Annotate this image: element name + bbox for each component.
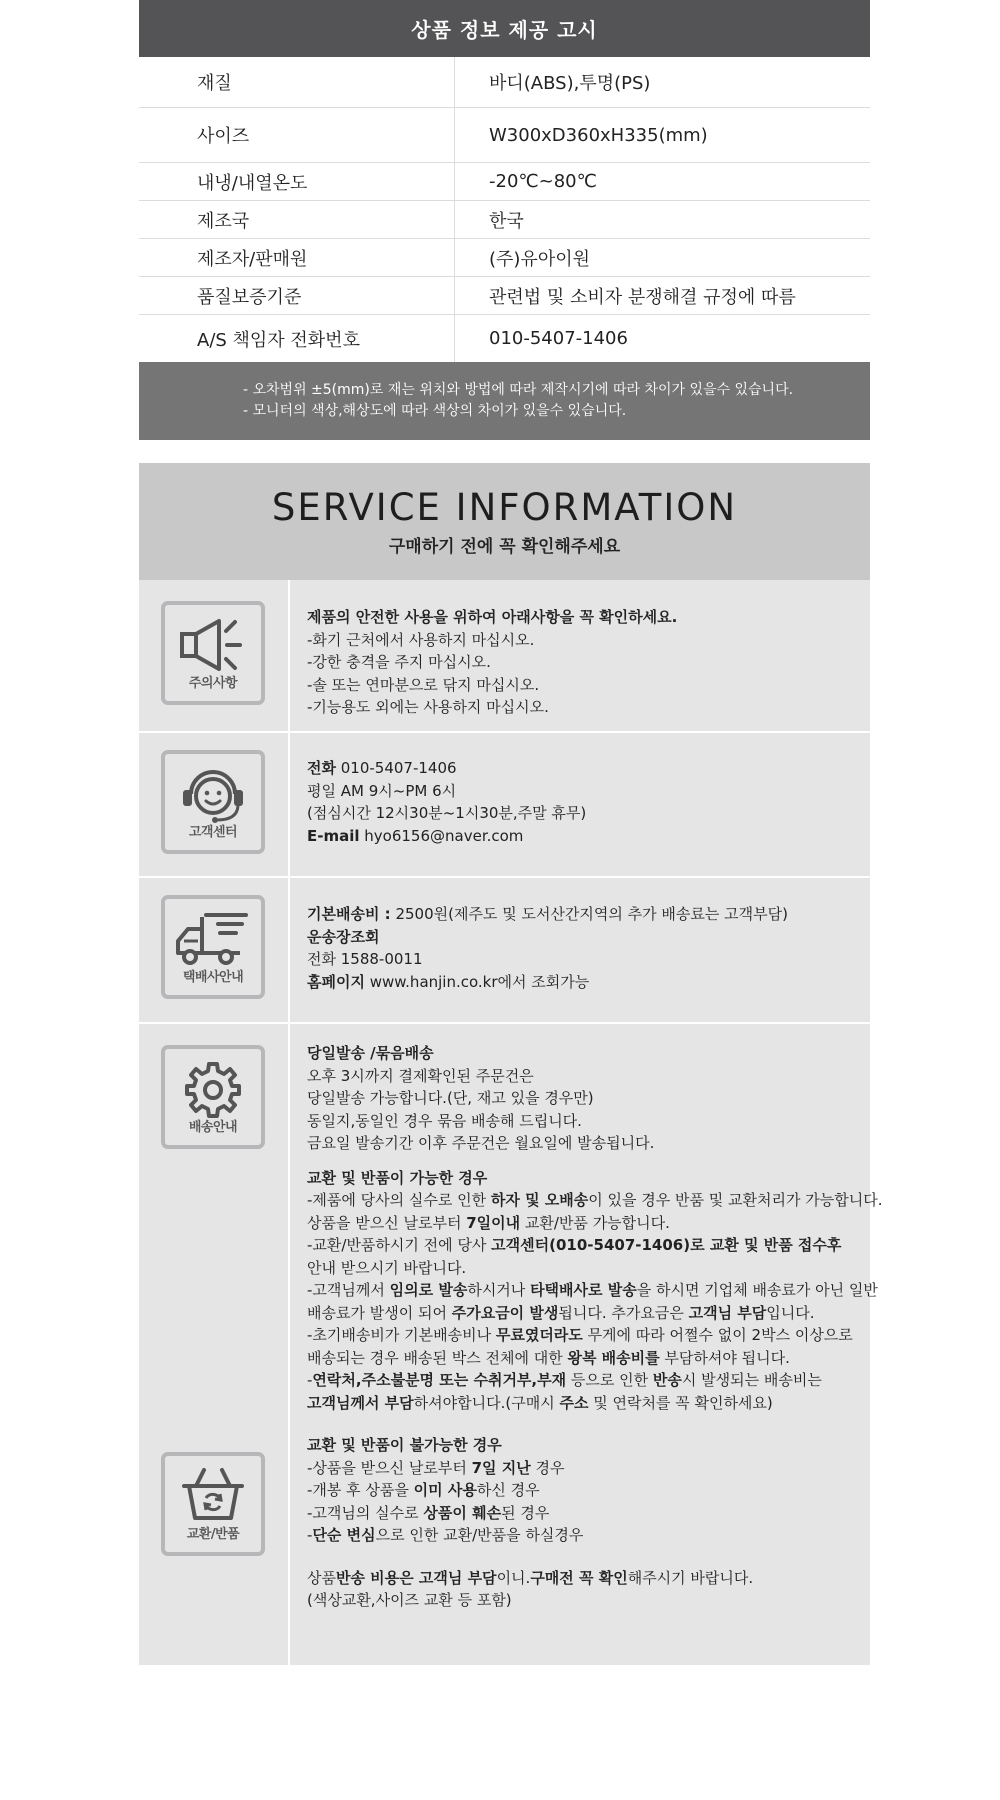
returns-line [307, 1457, 882, 1480]
shipping-line: 오후 3시까지 결제확인된 주문건은 [307, 1066, 534, 1085]
icon-column [139, 1024, 290, 1665]
caution-line: -화기 근처에서 사용하지 마십시오. [307, 630, 535, 649]
returns-line [307, 1392, 882, 1415]
returns-line [307, 1189, 882, 1212]
text-span: 을 하시면 기업체 배송료가 아닌 일반 [636, 1281, 878, 1299]
text-span: -고객님의 실수로 [307, 1503, 424, 1522]
table-row [139, 57, 870, 108]
phone-line [307, 757, 870, 780]
returns-line [307, 1347, 882, 1370]
shipping-line: 동일지,동일인 경우 묶음 배송해 드립니다. [307, 1111, 582, 1130]
text-span: 시 발생되는 배송비는 [681, 1371, 822, 1389]
text-span: 반송 비용은 고객님 부담 [335, 1568, 497, 1587]
text-span: 이니. [496, 1568, 531, 1587]
page-wrapper [139, 0, 883, 1609]
row-value: (주)유아이원 [489, 248, 590, 270]
icon-column [139, 878, 290, 1022]
text-span: 해주시기 바랍니다. [627, 1568, 754, 1587]
phone-number: 010-5407-1406 [335, 759, 457, 777]
text-span: 상품 [307, 1568, 336, 1587]
truck-icon [170, 909, 256, 969]
text-span: 이 있을 경우 반품 및 교환처리가 가능합니다. [588, 1191, 883, 1209]
caution-line: -솔 또는 연마분으로 닦지 마십시오. [307, 675, 540, 694]
text-span: 고객센터(010-5407-1406)로 교환 및 반품 접수후 [491, 1236, 842, 1254]
text-span: 연락처,주소불분명 또는 수취거부,부재 [312, 1371, 567, 1389]
homepage-label: 홈페이지 [307, 972, 365, 991]
returns-cost-note-sub: (색상교환,사이즈 교환 등 포함) [307, 1591, 512, 1609]
text-span: -개봉 후 상품을 [307, 1481, 414, 1499]
text-span: 7일 지난 [471, 1458, 531, 1477]
text-span: 됩니다. 추가요금은 [558, 1303, 689, 1322]
phone-label: 전화 [307, 759, 336, 777]
note-line: - 모니터의 색상,해상도에 따라 색상의 차이가 있을수 있습니다. [243, 403, 627, 419]
returns-impossible-heading: 교환 및 반품이 불가능한 경우 [307, 1436, 502, 1454]
row-value: 바디(ABS),투명(PS) [489, 73, 651, 94]
icon-column [139, 733, 290, 876]
returns-line [307, 1302, 882, 1325]
row-label: 제조자/판매원 [139, 239, 455, 276]
text-span: 부담하셔야 됩니다. [659, 1348, 790, 1367]
service-info-section [139, 463, 883, 1665]
note-line: - 오차범위 ±5(mm)로 재는 위치와 방법에 따라 제작시기에 따라 차이가 있을수 있습니다. [243, 382, 794, 398]
headset-icon [173, 764, 253, 826]
spacer [307, 1155, 882, 1167]
row-label: 사이즈 [139, 108, 455, 162]
returns-line [307, 1524, 882, 1547]
homepage-url[interactable]: www.hanjin.co.kr에서 조회가능 [364, 972, 590, 991]
text-span: -초기배송비가 기본배송비나 [307, 1326, 496, 1344]
product-info-title: 상품 정보 제공 고시 [139, 0, 870, 57]
text-span: 주소 [559, 1393, 589, 1412]
table-row [139, 201, 870, 239]
text-span: 하시거나 [467, 1281, 531, 1299]
text-span: 배송되는 경우 배송된 박스 전체에 대한 [307, 1348, 568, 1367]
spacer [307, 1547, 882, 1567]
returns-line [307, 1324, 882, 1347]
text-span: 상품이 훼손 [423, 1503, 502, 1522]
product-info-section [139, 0, 870, 440]
text-span: 이미 사용 [413, 1481, 477, 1499]
spacer [307, 1414, 882, 1434]
text-span: 타택배사로 발송 [530, 1281, 637, 1299]
row-value: 한국 [489, 210, 524, 232]
shipping-icon-box [161, 1045, 265, 1149]
row-label: 품질보증기준 [139, 277, 455, 314]
text-span: 하신 경우 [476, 1481, 540, 1499]
text-span: 교환/반품 가능합니다. [520, 1213, 670, 1232]
caution-text [290, 580, 870, 731]
returns-line: 안내 받으시기 바랍니다. [307, 1258, 467, 1277]
text-span: - [307, 1526, 313, 1544]
shipping-line: 금요일 발송기간 이후 주문건은 월요일에 발송됩니다. [307, 1134, 655, 1152]
text-span: 무게에 따라 어쩔수 없이 2박스 이상으로 [582, 1326, 853, 1344]
text-span: - [307, 1371, 313, 1389]
returns-line [307, 1502, 882, 1525]
returns-line [307, 1369, 882, 1392]
email-address[interactable]: hyo6156@naver.com [359, 826, 524, 845]
customer-center-text [290, 733, 870, 876]
text-span: 배송료가 발생이 되어 [307, 1303, 452, 1322]
text-span: 왕복 배송비를 [567, 1348, 660, 1367]
text-span: -고객님께서 [307, 1281, 390, 1299]
text-span: 상품을 받으신 날로부터 [307, 1213, 467, 1232]
text-span: 된 경우 [501, 1503, 550, 1522]
row-value: -20℃~80℃ [489, 171, 597, 192]
courier-text [290, 878, 870, 1022]
text-span: 고객님 부담 [688, 1303, 767, 1322]
row-label: 제조국 [139, 201, 455, 238]
icon-caption: 주의사항 [188, 676, 238, 691]
customer-center-icon-box [161, 750, 265, 854]
basket-exchange-icon [178, 1466, 248, 1528]
megaphone-icon [173, 615, 253, 673]
lunch-line: (점심시간 12시30분~1시30분,주말 휴무) [307, 804, 587, 822]
caution-line: -강한 충격을 주지 마십시오. [307, 653, 491, 671]
caution-row [139, 580, 870, 733]
email-line [307, 825, 870, 848]
text-span: 무료였더라도 [495, 1326, 583, 1344]
text-span: 으로 인한 교환/반품을 하실경우 [375, 1526, 584, 1544]
courier-icon-box [161, 895, 265, 999]
returns-cost-note [307, 1567, 882, 1590]
text-span: 주가요금이 발생 [451, 1303, 559, 1322]
service-title: SERVICE INFORMATION [271, 486, 738, 529]
customer-center-row [139, 733, 870, 878]
text-span: 단순 변심 [312, 1526, 376, 1544]
caution-icon-box [161, 601, 265, 705]
text-span: 등으로 인한 [566, 1371, 653, 1389]
table-row [139, 277, 870, 315]
table-row [139, 108, 870, 163]
hours-line: 평일 AM 9시~PM 6시 [307, 781, 457, 800]
text-span: 구매전 꼭 확인 [530, 1568, 628, 1587]
gear-icon [181, 1059, 245, 1121]
icon-column [139, 580, 290, 731]
email-label: E-mail [307, 826, 360, 845]
returns-possible-heading: 교환 및 반품이 가능한 경우 [307, 1168, 488, 1187]
text-span: 입니다. [766, 1303, 815, 1322]
icon-caption: 고객센터 [188, 825, 238, 840]
text-span: -교환/반품하시기 전에 당사 [307, 1236, 492, 1254]
homepage-line [307, 971, 870, 994]
text-span: 반송 [652, 1371, 682, 1389]
text-span: 및 연락처를 꼭 확인하세요) [588, 1393, 773, 1412]
returns-line [307, 1279, 882, 1302]
product-info-notes [139, 362, 870, 440]
service-body [139, 580, 883, 1665]
product-info-table [139, 57, 870, 362]
text-span: 임의로 발송 [389, 1281, 468, 1299]
shipping-line: 당일발송 가능합니다.(단, 재고 있을 경우만) [307, 1089, 594, 1107]
text-span: 7일이내 [466, 1213, 521, 1232]
icon-caption: 배송안내 [188, 1120, 238, 1135]
icon-caption: 택배사안내 [182, 970, 244, 985]
caution-heading: 제품의 안전한 사용을 위하여 아래사항을 꼭 확인하세요. [307, 608, 678, 626]
returns-icon-box [161, 1452, 265, 1556]
text-span: 경우 [530, 1458, 565, 1477]
tracking-label: 운송장조회 [307, 927, 380, 946]
service-header [139, 463, 870, 580]
text-span: -상품을 받으신 날로부터 [307, 1458, 472, 1477]
table-row [139, 163, 870, 201]
returns-line [307, 1212, 882, 1235]
courier-row [139, 878, 870, 1024]
row-label: A/S 책임자 전화번호 [139, 315, 455, 362]
icon-caption: 교환/반품 [186, 1527, 240, 1542]
returns-line [307, 1479, 882, 1502]
text-span: 하셔야합니다.(구매시 [413, 1393, 560, 1412]
service-subtitle: 구매하기 전에 꼭 확인해주세요 [388, 537, 621, 557]
shipping-returns-row [139, 1024, 883, 1665]
caution-line: -기능용도 외에는 사용하지 마십시오. [307, 698, 549, 716]
tracking-phone: 전화 1588-0011 [307, 950, 423, 968]
text-span: -제품에 당사의 실수로 인한 [307, 1191, 491, 1209]
shipping-heading: 당일발송 /묶음배송 [307, 1044, 434, 1062]
row-label: 내냉/내열온도 [139, 163, 455, 200]
row-value: W300xD360xH335(mm) [489, 124, 708, 146]
row-value: 관련법 및 소비자 분쟁해결 규정에 따름 [489, 286, 796, 308]
row-label: 재질 [139, 57, 455, 107]
returns-line [307, 1234, 882, 1257]
row-value: 010-5407-1406 [489, 328, 628, 349]
fee-value: 2500원(제주도 및 도서산간지역의 추가 배송료는 고객부담) [390, 905, 788, 923]
fee-line [307, 903, 870, 926]
shipping-returns-text [290, 1024, 882, 1665]
text-span: 고객님께서 부담 [307, 1393, 414, 1412]
table-row [139, 315, 870, 362]
text-span: 하자 및 오배송 [490, 1191, 589, 1209]
table-row [139, 239, 870, 277]
fee-label: 기본배송비 : [307, 905, 391, 923]
